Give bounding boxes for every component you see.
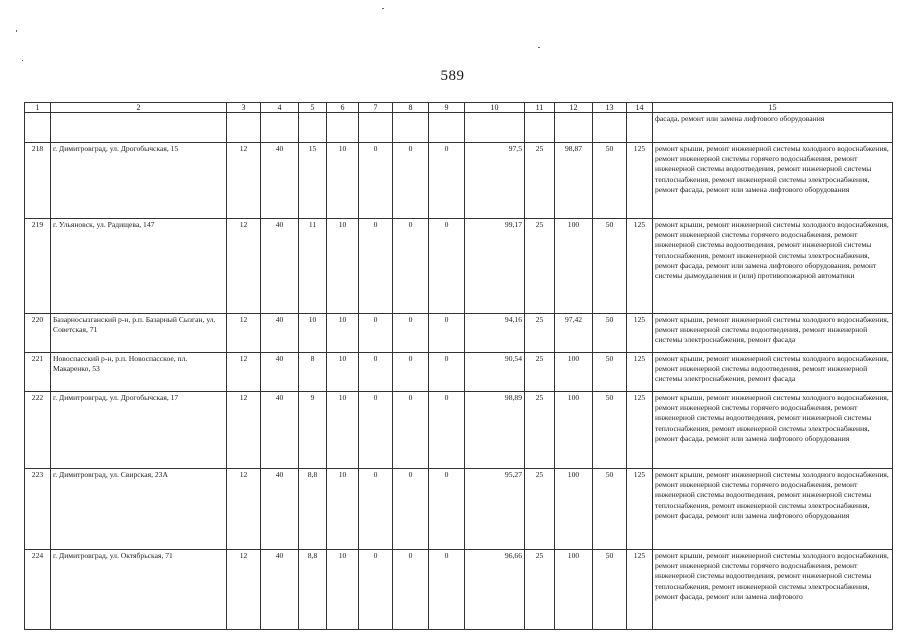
cell-row-number: 224 [25, 550, 51, 630]
cell-col13: 50 [593, 353, 627, 392]
column-header-10: 10 [465, 103, 525, 113]
cell-row-number: 219 [25, 219, 51, 314]
repair-program-table [24, 102, 893, 630]
cell-col3: 12 [227, 392, 261, 469]
page-number: 589 [440, 68, 465, 84]
cell-col9: 0 [429, 314, 465, 353]
cell-works-list: ремонт крыши, ремонт инженерной системы холодного водоснабжения, ремонт инженерной системы горячего водоснабжения, ремонт инженерной системы водоотведения, ремонт инженерной системы теплоснабжения, ремонт инженерной системы электроснабжения, ремонт фасада, ремонт или замена лифтового оборудования [653, 143, 893, 219]
cell-works-continuation: фасада, ремонт или замена лифтового оборудования [653, 113, 893, 143]
cell-col8: 0 [393, 219, 429, 314]
cell-col8: 0 [393, 314, 429, 353]
cell-col10: 95,27 [465, 469, 525, 550]
cell-works-list: ремонт крыши, ремонт инженерной системы холодного водоснабжения, ремонт инженерной системы горячего водоснабжения, ремонт инженерной системы водоотведения, ремонт инженерной системы теплоснабжения, ремонт инженерной системы электроснабжения, ремонт фасада, ремонт или замена лифтового оборудования [653, 469, 893, 550]
cell-col7: 0 [359, 550, 393, 630]
cell-col13: 50 [593, 219, 627, 314]
column-header-3: 3 [227, 103, 261, 113]
cell-col5: 8 [299, 353, 327, 392]
cell-empty [359, 113, 393, 143]
cell-col12: 100 [555, 353, 593, 392]
cell-col12: 100 [555, 550, 593, 630]
cell-col11: 25 [525, 314, 555, 353]
cell-col8: 0 [393, 143, 429, 219]
scan-speck [538, 47, 540, 48]
column-header-11: 11 [525, 103, 555, 113]
column-header-2: 2 [51, 103, 227, 113]
cell-col9: 0 [429, 353, 465, 392]
repair-program-table-container [24, 102, 892, 630]
cell-row-number: 222 [25, 392, 51, 469]
cell-col6: 10 [327, 469, 359, 550]
cell-col4: 40 [261, 392, 299, 469]
table-row [25, 219, 893, 314]
cell-row-number: 220 [25, 314, 51, 353]
cell-col14: 125 [627, 219, 653, 314]
cell-row-number: 218 [25, 143, 51, 219]
header-row [25, 103, 893, 113]
cell-col9: 0 [429, 219, 465, 314]
scan-speck [382, 8, 384, 9]
cell-works-list: ремонт крыши, ремонт инженерной системы холодного водоснабжения, ремонт инженерной системы водоотведения, ремонт инженерной системы электроснабжения, ремонт фасада [653, 314, 893, 353]
cell-works-list: ремонт крыши, ремонт инженерной системы холодного водоснабжения, ремонт инженерной системы горячего водоснабжения, ремонт инженерной системы водоотведения, ремонт инженерной системы теплоснабжения, ремонт инженерной системы электроснабжения, ремонт фасада, ремонт или замена лифтового оборудования [653, 392, 893, 469]
cell-col4: 40 [261, 353, 299, 392]
scan-speck [16, 30, 17, 32]
cell-col7: 0 [359, 353, 393, 392]
cell-works-list: ремонт крыши, ремонт инженерной системы холодного водоснабжения, ремонт инженерной системы водоотведения, ремонт инженерной системы электроснабжения, ремонт фасада [653, 353, 893, 392]
cell-col5: 8,8 [299, 550, 327, 630]
cell-col9: 0 [429, 469, 465, 550]
cell-col10: 97,5 [465, 143, 525, 219]
cell-col13: 50 [593, 550, 627, 630]
cell-empty [627, 113, 653, 143]
cell-col14: 125 [627, 392, 653, 469]
cell-col8: 0 [393, 469, 429, 550]
cell-col4: 40 [261, 550, 299, 630]
cell-empty [327, 113, 359, 143]
cell-empty [593, 113, 627, 143]
cell-col10: 94,16 [465, 314, 525, 353]
cell-col6: 10 [327, 314, 359, 353]
cell-col10: 98,89 [465, 392, 525, 469]
cell-address: г. Димитровград, ул. Дрогобычская, 17 [51, 392, 227, 469]
cell-works-list: ремонт крыши, ремонт инженерной системы холодного водоснабжения, ремонт инженерной системы горячего водоснабжения, ремонт инженерной системы водоотведения, ремонт инженерной системы теплоснабжения, ремонт инженерной системы электроснабжения, ремонт фасада, ремонт или замена лифтового оборудования, ремонт системы дымоудаления и (или) противопожарной автоматики [653, 219, 893, 314]
cell-col11: 25 [525, 392, 555, 469]
cell-address: г. Димитровград, ул. Октябрьская, 71 [51, 550, 227, 630]
cell-col3: 12 [227, 143, 261, 219]
cell-col9: 0 [429, 550, 465, 630]
cell-empty [299, 113, 327, 143]
cell-col5: 9 [299, 392, 327, 469]
cell-empty [25, 113, 51, 143]
cell-col6: 10 [327, 143, 359, 219]
cell-address: г. Димитровград, ул. Свирская, 23А [51, 469, 227, 550]
cell-col8: 0 [393, 392, 429, 469]
cell-works-list: ремонт крыши, ремонт инженерной системы холодного водоснабжения, ремонт инженерной системы горячего водоснабжения, ремонт инженерной системы водоотведения, ремонт инженерной системы теплоснабжения, ремонт инженерной системы электроснабжения, ремонт фасада, ремонт или замена лифтового [653, 550, 893, 630]
cell-col14: 125 [627, 353, 653, 392]
column-header-12: 12 [555, 103, 593, 113]
cell-col9: 0 [429, 392, 465, 469]
cell-address: Базарносызганский р-н, р.п. Базарный Сызган, ул. Советская, 71 [51, 314, 227, 353]
cell-empty [429, 113, 465, 143]
cell-col13: 50 [593, 392, 627, 469]
cell-col10: 99,17 [465, 219, 525, 314]
column-header-4: 4 [261, 103, 299, 113]
cell-empty [51, 113, 227, 143]
cell-col8: 0 [393, 353, 429, 392]
cell-col6: 10 [327, 353, 359, 392]
cell-col13: 50 [593, 469, 627, 550]
column-header-6: 6 [327, 103, 359, 113]
cell-col12: 100 [555, 219, 593, 314]
column-header-15: 15 [653, 103, 893, 113]
cell-col3: 12 [227, 353, 261, 392]
cell-col12: 97,42 [555, 314, 593, 353]
cell-col10: 90,54 [465, 353, 525, 392]
cell-col13: 50 [593, 143, 627, 219]
cell-col7: 0 [359, 469, 393, 550]
cell-col5: 8,8 [299, 469, 327, 550]
cell-col11: 25 [525, 143, 555, 219]
cell-col12: 100 [555, 469, 593, 550]
column-header-14: 14 [627, 103, 653, 113]
cell-col14: 125 [627, 550, 653, 630]
cell-row-number: 223 [25, 469, 51, 550]
cell-col11: 25 [525, 219, 555, 314]
cell-col8: 0 [393, 550, 429, 630]
table-row [25, 143, 893, 219]
cell-col7: 0 [359, 143, 393, 219]
cell-empty [525, 113, 555, 143]
column-header-13: 13 [593, 103, 627, 113]
cell-address: Новоспасский р-н, р.п. Новоспасское, пл. Макаренко, 53 [51, 353, 227, 392]
cell-address: г. Димитровград, ул. Дрогобычская, 15 [51, 143, 227, 219]
cell-col9: 0 [429, 143, 465, 219]
cell-empty [465, 113, 525, 143]
cell-col3: 12 [227, 469, 261, 550]
cell-col7: 0 [359, 219, 393, 314]
column-header-1: 1 [25, 103, 51, 113]
cell-col7: 0 [359, 314, 393, 353]
column-header-7: 7 [359, 103, 393, 113]
table-row [25, 314, 893, 353]
cell-empty [227, 113, 261, 143]
cell-col5: 10 [299, 314, 327, 353]
cell-col12: 100 [555, 392, 593, 469]
cell-col12: 98,87 [555, 143, 593, 219]
cell-empty [261, 113, 299, 143]
cell-col5: 15 [299, 143, 327, 219]
cell-col6: 10 [327, 550, 359, 630]
column-header-8: 8 [393, 103, 429, 113]
cell-col6: 10 [327, 219, 359, 314]
column-header-5: 5 [299, 103, 327, 113]
cell-col11: 25 [525, 469, 555, 550]
table-row [25, 392, 893, 469]
table-row [25, 550, 893, 630]
cell-col13: 50 [593, 314, 627, 353]
column-header-9: 9 [429, 103, 465, 113]
cell-col4: 40 [261, 314, 299, 353]
cell-col4: 40 [261, 469, 299, 550]
cell-col10: 96,66 [465, 550, 525, 630]
cell-col6: 10 [327, 392, 359, 469]
table-row [25, 353, 893, 392]
cell-col3: 12 [227, 550, 261, 630]
cell-col5: 11 [299, 219, 327, 314]
cell-col4: 40 [261, 143, 299, 219]
cell-col4: 40 [261, 219, 299, 314]
cell-col11: 25 [525, 550, 555, 630]
cell-col7: 0 [359, 392, 393, 469]
cell-col3: 12 [227, 219, 261, 314]
cell-col14: 125 [627, 143, 653, 219]
continuation-row [25, 113, 893, 143]
cell-col14: 125 [627, 469, 653, 550]
cell-col14: 125 [627, 314, 653, 353]
cell-row-number: 221 [25, 353, 51, 392]
scan-speck [22, 60, 23, 61]
cell-address: г. Ульяновск, ул. Радищева, 147 [51, 219, 227, 314]
cell-col11: 25 [525, 353, 555, 392]
cell-col3: 12 [227, 314, 261, 353]
cell-empty [555, 113, 593, 143]
table-row [25, 469, 893, 550]
cell-empty [393, 113, 429, 143]
